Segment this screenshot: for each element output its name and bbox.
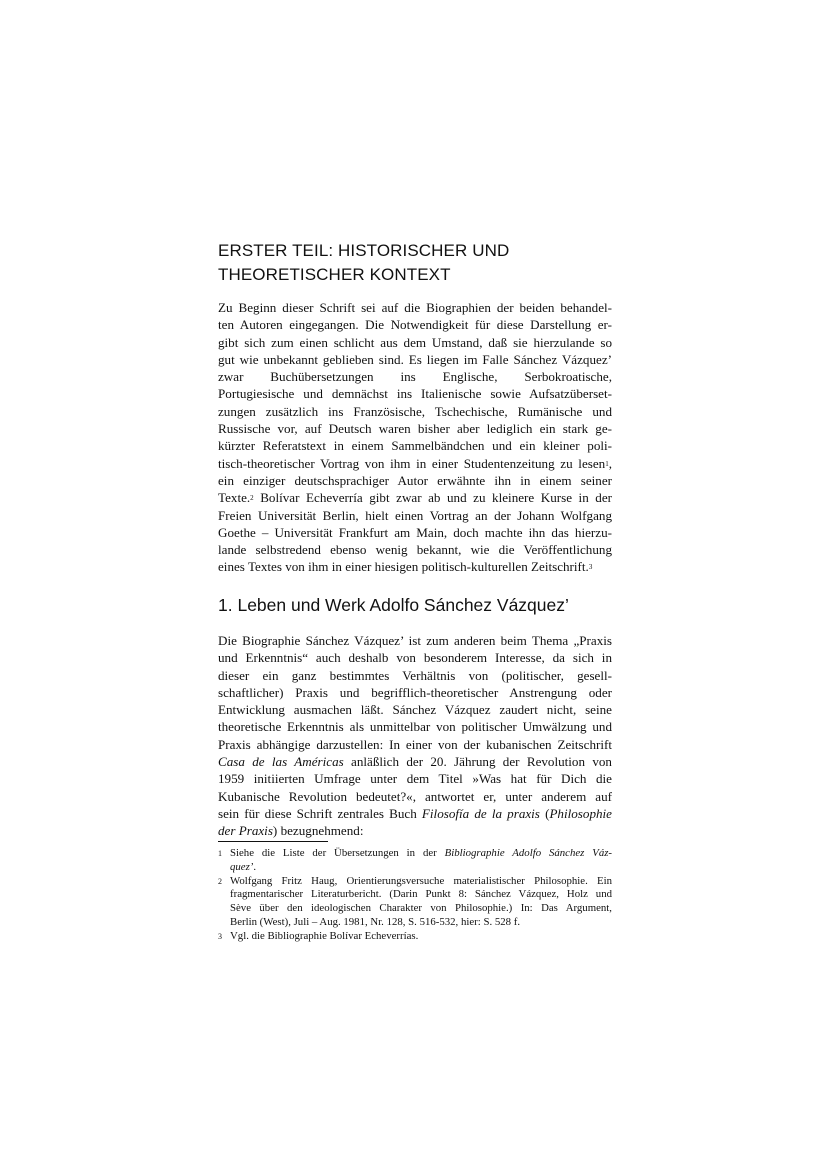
book-title-german: Philosophie <box>549 805 612 821</box>
section-title: 1. Leben und Werk Adolfo Sánchez Vázquez’ <box>218 595 569 615</box>
text-segment: Texte. <box>218 490 251 506</box>
text-line: gut wie unbekannt geblieben sind. Es liegen im Falle Sánchez Vázquez’ <box>218 351 612 367</box>
text-line: theoretische Erkenntnis als unmittelbar von politischer Umwälzung und <box>218 719 612 735</box>
text-line: Russische vor, auf Deutsch waren bisher aber lediglich ein stark ge- <box>218 421 612 437</box>
footnote-text <box>230 875 612 930</box>
footnote-number: 3 <box>218 931 222 941</box>
text-line: Kubanische Revolution bedeutet?«, antwortet er, unter anderem auf <box>218 788 612 804</box>
text-line: fragmentarischer Literaturbericht. (Darin Punkt 8: Sánchez Vázquez, Holz und <box>230 888 612 901</box>
text-line <box>218 822 612 839</box>
footnote-number: 1 <box>218 849 222 858</box>
footnote-text <box>230 930 612 944</box>
text-line: lande selbstredend ebenso wenig bekannt, wie die Veröffentlichung <box>218 542 612 558</box>
text-line <box>218 805 612 822</box>
text-line: Freien Universität Berlin, hielt einen Vortrag an der Johann Wolfgang <box>218 507 612 523</box>
text-line: Goethe – Universität Frankfurt am Main, doch machte ihn das hierzu- <box>218 524 612 540</box>
text-segment: Bolívar Echeverría gibt zwar ab und zu kleinere Kurse in der <box>260 490 612 506</box>
text-line: und Erkenntnis“ auch deshalb von besonderem Interesse, da sich in <box>218 650 612 666</box>
bibliography-title: quez’ <box>230 860 254 873</box>
punctuation: ) <box>272 823 278 839</box>
footnote-ref-2[interactable]: 2 <box>250 494 254 503</box>
text-line: quez’. <box>230 860 257 873</box>
text-line: zungen zusätzlich ins Französische, Tschechische, Rumänische und <box>218 403 612 419</box>
footnote-ref-3[interactable]: 3 <box>588 563 593 572</box>
text-line <box>230 847 612 861</box>
footnote-3 <box>218 930 612 944</box>
text-line: Entwicklung ausmachen läßt. Sánchez Vázquez zaudert nicht, seine <box>218 702 612 718</box>
text-line: Portugiesische und demnächst ins Italienische sowie Aufsatzüberset- <box>218 386 612 402</box>
text-line: zwar Buchübersetzungen ins Englische, Serbokroatische, <box>218 369 612 385</box>
text-segment: Siehe die Liste der Übersetzungen in der <box>230 847 437 859</box>
footnote-number: 2 <box>218 876 222 886</box>
text-line: gibt sich zum einen schlicht aus dem Umstand, daß sie hierzulande so <box>218 334 612 350</box>
intro-paragraph <box>218 299 612 576</box>
part-heading-line-1: ERSTER TEIL: HISTORISCHER UND <box>218 241 510 260</box>
magazine-title: Casa de las Américas <box>218 754 344 770</box>
text-line: ten Autoren eingegangen. Die Notwendigkeit für diese Darstellung er- <box>218 317 612 333</box>
text-line: Vgl. die Bibliographie Bolívar Echeverrías. <box>230 929 419 942</box>
text-line: Sève über den ideologischen Charakter von Philosophie.) In: Das Argument, <box>230 902 612 915</box>
text-segment: bezugnehmend: <box>280 823 364 839</box>
text-line: Wolfgang Fritz Haug, Orientierungsversuche materialistischer Philosophie. Ein <box>230 874 612 887</box>
text-line <box>218 489 612 506</box>
text-segment: anläßlich der 20. Jährung der Revolution von <box>351 754 612 770</box>
text-line <box>218 753 612 770</box>
text-segment: eines Textes von ihm in einer hiesigen politisch-kulturellen Zeitschrift. <box>218 559 589 575</box>
text-line: schaftlicher) Praxis und begrifflich-theoretischer Anstrengung oder <box>218 684 612 700</box>
text-line: kürzter Referatstext in einem Sammelbändchen und ein kleiner poli- <box>218 438 612 454</box>
footnotes <box>218 847 612 944</box>
text-line: tisch-theoretischer Vortrag von ihm in einer Studentenzeitung zu lesen$^1$, <box>218 455 612 471</box>
footnote-1 <box>218 847 612 875</box>
footnote-2 <box>218 875 612 930</box>
part-heading <box>218 239 618 287</box>
book-title: Filosofía de la praxis <box>421 805 540 821</box>
punctuation: ( <box>545 805 550 821</box>
text-line <box>218 558 612 575</box>
text-line: dieser ein ganz bestimmtes Verhältnis von (politischer, gesell- <box>218 667 612 683</box>
footnote-separator <box>218 841 328 842</box>
footnote-ref-1[interactable]: 1 <box>605 459 609 468</box>
text-line: 1959 initiierten Umfrage unter dem Titel »Was hat für Dich die <box>218 771 612 787</box>
biography-paragraph <box>218 632 612 840</box>
part-heading-line-2: THEORETISCHER KONTEXT <box>218 265 451 284</box>
text-segment: sein für diese Schrift zentrales Buch <box>218 805 417 821</box>
text-line: Zu Beginn dieser Schrift sei auf die Biographien der beiden behandel- <box>218 300 612 315</box>
text-line: Praxis abhängige darzustellen: In einer von der kubanischen Zeitschrift <box>218 736 612 752</box>
text-line: ein einziger deutschsprachiger Autor erwähnte ihn in einem seiner <box>218 472 612 488</box>
text-segment: tisch-theoretischer Vortrag von ihm in einer Studentenzeitung zu lesen <box>218 455 606 471</box>
text-line: Berlin (West), Juli – Aug. 1981, Nr. 128, S. 516-532, hier: S. 528 f. <box>230 915 521 928</box>
text-line: Die Biographie Sánchez Vázquez’ ist zum anderen beim Thema „Praxis <box>218 633 612 648</box>
book-title-german: der Praxis <box>218 823 273 839</box>
bibliography-title: Bibliographie Adolfo Sánchez Váz- <box>444 847 613 859</box>
footnote-text <box>230 847 612 875</box>
